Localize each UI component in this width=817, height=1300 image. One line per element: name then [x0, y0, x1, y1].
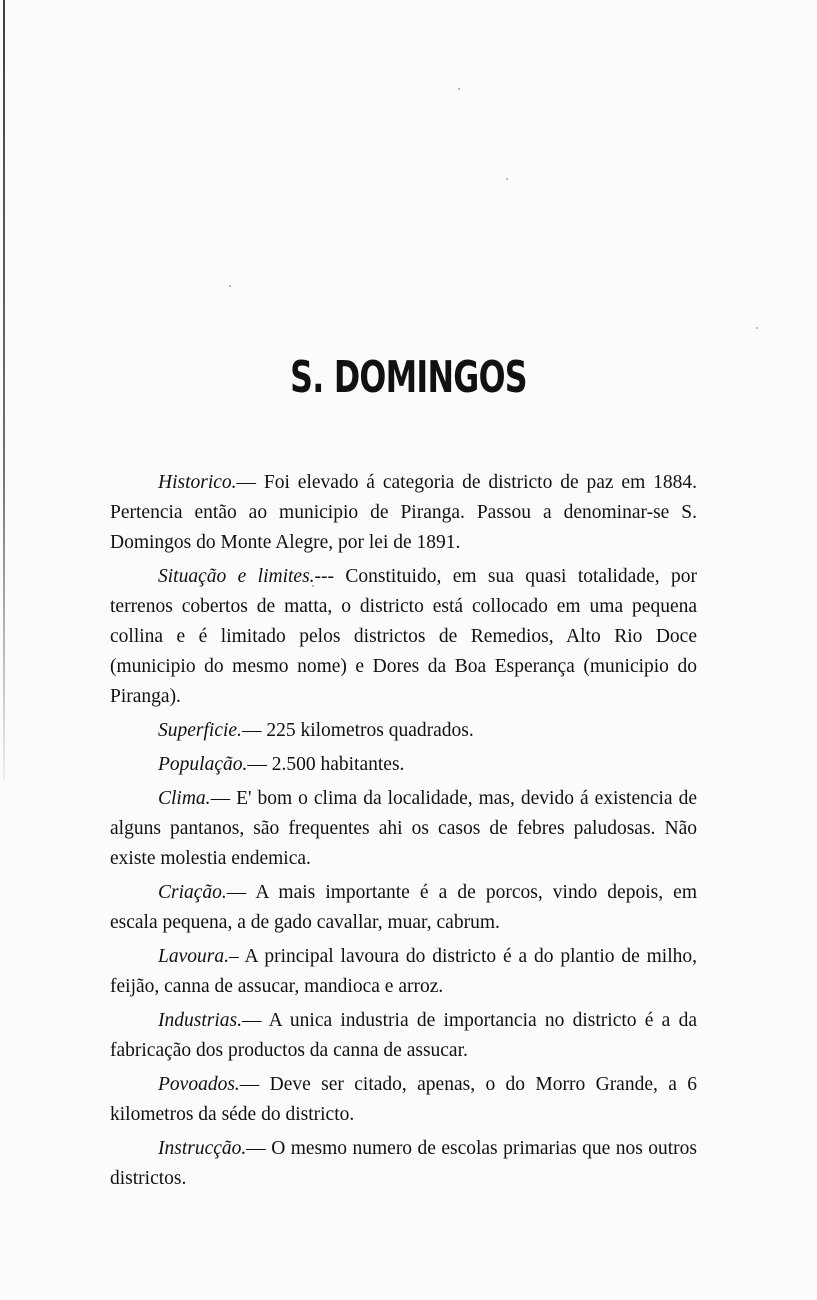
paper-speck — [756, 327, 758, 329]
section-dash: – — [228, 946, 239, 967]
section-lavoura — [110, 942, 697, 1002]
paper-speck — [458, 88, 460, 90]
section-label: Lavoura. — [158, 946, 229, 967]
section-dash: — — [241, 720, 262, 741]
section-text: Deve ser citado, apenas, o do Morro Grande, a 6 kilometros da séde do districto. — [110, 1074, 698, 1125]
section-criacao — [110, 878, 697, 938]
section-superficie — [110, 716, 697, 746]
section-text: A principal lavoura do districto é a do plantio de milho, feijão, canna de assucar, mandioca e arroz. — [110, 946, 697, 997]
section-situacao-limites — [110, 562, 697, 712]
section-instruccao — [110, 1134, 697, 1194]
section-text: A mais importante é a de porcos, vindo depois, em escala pequena, a de gado cavallar, muar, cabrum. — [110, 882, 697, 933]
section-dash: — — [226, 882, 247, 903]
paper-speck — [506, 178, 508, 180]
section-label: Instrucção. — [158, 1138, 247, 1159]
section-dash: --- — [314, 566, 335, 587]
section-label: Clima. — [158, 788, 211, 809]
section-text: Foi elevado á categoria de districto de paz em 1884. Pertencia então ao municipio de Piranga. Passou a denominar-se S. Domingos do Monte Alegre, por lei de 1891. — [110, 472, 697, 553]
section-clima — [110, 784, 697, 874]
section-label: Situação e limites. — [158, 566, 315, 587]
body-text — [110, 468, 697, 1198]
section-label: Historico. — [158, 472, 237, 493]
section-label: Criação. — [158, 882, 227, 903]
section-text: E' bom o clima da localidade, mas, devido á existencia de alguns pantanos, são frequentes ahi os casos de febres paludosas. Não existe molestia endemica. — [110, 788, 697, 869]
section-populacao — [110, 750, 697, 780]
page-title: S. DOMINGOS — [290, 352, 527, 403]
section-text: A unica industria de importancia no districto é a da fabricação dos productos da canna de assucar. — [110, 1010, 697, 1061]
section-label: Industrias. — [158, 1010, 242, 1031]
section-dash: — — [247, 754, 267, 775]
section-dash: — — [246, 1138, 266, 1159]
section-dash: — — [239, 1074, 260, 1095]
section-dash: — — [241, 1010, 262, 1031]
section-text: 2.500 habitantes. — [271, 754, 405, 775]
section-text: O mesmo numero de escolas primarias que nos outros districtos. — [110, 1138, 698, 1189]
section-dash: — — [236, 472, 257, 493]
section-label: Superficie. — [158, 720, 242, 741]
section-text: Constituido, em sua quasi totalidade, por terrenos cobertos de matta, o districto está collocado em uma pequena collina e é limitado pelos districtos de Remedios, Alto Rio Doce (municipio do mesmo nome) e Dores da Boa Esperança (municipio do Piranga). — [110, 566, 697, 707]
section-label: Povoados. — [158, 1074, 240, 1095]
section-dash: — — [210, 788, 231, 809]
binding-edge-line — [3, 0, 5, 780]
section-label: População. — [158, 754, 248, 775]
paper-speck — [229, 285, 231, 287]
section-text: 225 kilometros quadrados. — [266, 720, 474, 741]
section-povoados — [110, 1070, 697, 1130]
section-historico — [110, 468, 697, 558]
section-industrias — [110, 1006, 697, 1066]
